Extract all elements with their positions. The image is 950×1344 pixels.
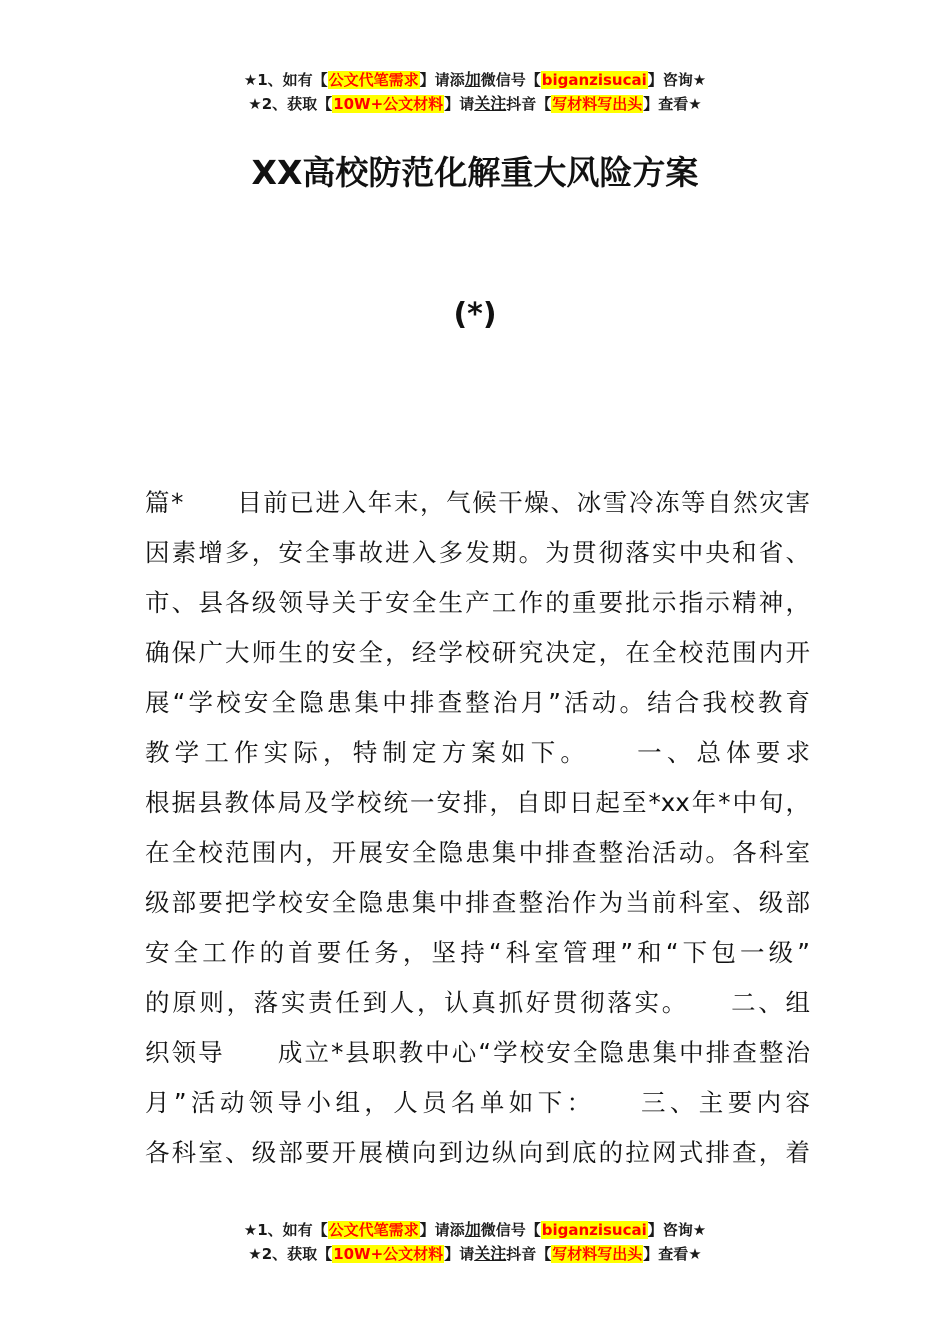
body-line: 市、县各级领导关于安全生产工作的重要批示指示精神， <box>145 588 810 617</box>
banner-text: 微信号【 <box>480 71 541 89</box>
body-line: 织领导 成立*县职教中心“学校安全隐患集中排查整治 <box>145 1038 810 1067</box>
banner-underline: 关注 <box>474 1244 507 1263</box>
banner-text: 】查看★ <box>643 1245 702 1263</box>
banner-text: 抖音【 <box>506 95 552 113</box>
banner-highlight: 公文代笔需求 <box>328 1221 419 1239</box>
banner-underline: 加 <box>464 1220 481 1239</box>
banner-text: ★2、获取【 <box>248 95 333 113</box>
banner-highlight: biganzisucai <box>541 71 647 89</box>
banner-highlight: 10W+公文材料 <box>333 95 444 113</box>
body-line: 的原则，落实责任到人，认真抓好贯彻落实。 二、组 <box>145 988 810 1017</box>
body-line: 确保广大师生的安全，经学校研究决定，在全校范围内开 <box>145 638 810 667</box>
footer-banner <box>0 1218 950 1266</box>
banner-text: ★2、获取【 <box>248 1245 333 1263</box>
banner-highlight: 10W+公文材料 <box>333 1245 444 1263</box>
body-line: 根据县教体局及学校统一安排，自即日起至*xx年*中旬， <box>145 788 810 817</box>
banner-text: ★1、如有【 <box>243 1221 328 1239</box>
banner-text: 】请 <box>444 95 475 113</box>
document-subtitle: (*) <box>453 297 497 332</box>
banner-text: 】咨询★ <box>647 1221 707 1239</box>
body-line: 篇* 目前已进入年末，气候干燥、冰雪冷冻等自然灾害 <box>145 488 810 517</box>
banner-text: ★1、如有【 <box>243 71 328 89</box>
document-title: XX高校防范化解重大风险方案 <box>251 153 699 192</box>
banner-text: 微信号【 <box>480 1221 541 1239</box>
body-line: 各科室、级部要开展横向到边纵向到底的拉网式排查，着 <box>145 1138 810 1167</box>
body-line: 在全校范围内，开展安全隐患集中排查整治活动。各科室 <box>145 838 810 867</box>
banner-line-2 <box>0 1242 950 1266</box>
banner-line-2 <box>0 92 950 116</box>
body-line: 级部要把学校安全隐患集中排查整治作为当前科室、级部 <box>145 888 810 917</box>
banner-highlight: 写材料写出头 <box>552 95 643 113</box>
body-line: 月”活动领导小组，人员名单如下： 三、主要内容 <box>145 1088 810 1117</box>
banner-highlight: biganzisucai <box>541 1221 647 1239</box>
banner-highlight: 公文代笔需求 <box>328 71 419 89</box>
banner-underline: 加 <box>464 70 481 89</box>
banner-text: 】请添 <box>419 71 465 89</box>
banner-text: 】咨询★ <box>647 71 707 89</box>
banner-text: 】请添 <box>419 1221 465 1239</box>
banner-text: 】请 <box>444 1245 475 1263</box>
document-body <box>145 478 810 1178</box>
body-line: 因素增多，安全事故进入多发期。为贯彻落实中央和省、 <box>145 538 810 567</box>
body-line: 安全工作的首要任务，坚持“科室管理”和“下包一级” <box>145 938 810 967</box>
body-line: 教学工作实际，特制定方案如下。 一、总体要求 <box>145 738 810 767</box>
banner-underline: 关注 <box>474 94 507 113</box>
banner-line-1 <box>0 68 950 92</box>
banner-line-1 <box>0 1218 950 1242</box>
banner-highlight: 写材料写出头 <box>552 1245 643 1263</box>
body-line: 展“学校安全隐患集中排查整治月”活动。结合我校教育 <box>145 688 810 717</box>
banner-text: 抖音【 <box>506 1245 552 1263</box>
banner-text: 】查看★ <box>643 95 702 113</box>
header-banner <box>0 68 950 116</box>
